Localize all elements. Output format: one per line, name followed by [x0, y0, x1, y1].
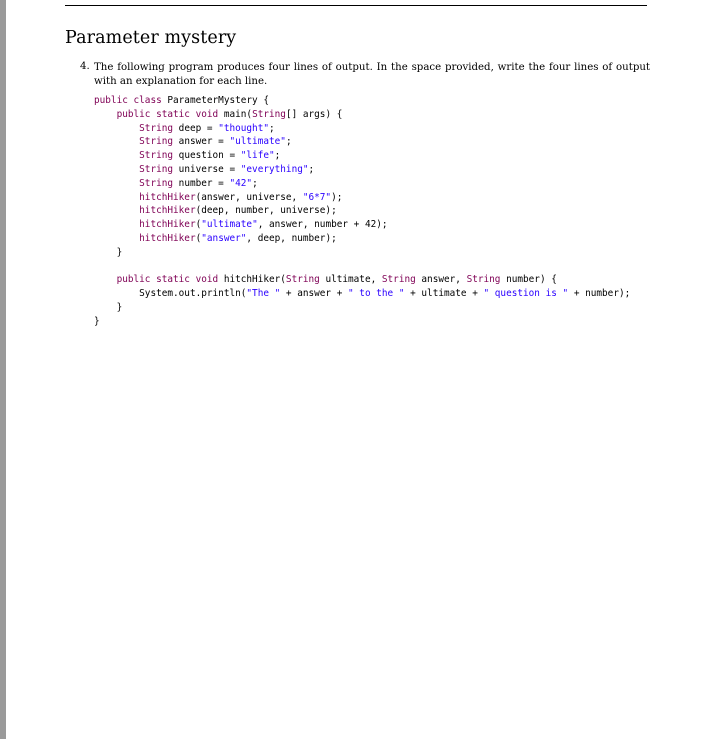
code-token: main( [223, 108, 253, 120]
code-token: deep = [178, 122, 219, 134]
code-line [94, 122, 630, 136]
code-line [94, 163, 630, 177]
code-token: "6*7" [302, 191, 332, 203]
code-token: + number); [568, 288, 631, 300]
code-token: ; [308, 163, 315, 175]
code-token: + ultimate + [404, 288, 484, 300]
code-token: String [285, 274, 326, 286]
code-token: ( [195, 219, 202, 231]
code-token: ( [195, 232, 202, 244]
code-token: ; [269, 122, 275, 134]
code-token: hitchHiker( [223, 274, 286, 286]
code-token: question = [178, 150, 241, 162]
code-token: String [139, 122, 179, 134]
code-token: ; [274, 150, 281, 162]
code-token: } [116, 301, 123, 313]
code-line [94, 94, 630, 108]
code-token: public static void [116, 108, 224, 120]
code-token: "thought" [218, 122, 269, 134]
code-token: number = [178, 177, 230, 189]
code-line [94, 177, 630, 191]
code-token: hitchHiker [139, 219, 196, 231]
header-rule [65, 5, 647, 6]
code-line [94, 260, 630, 274]
code-token: + answer + [280, 288, 349, 300]
code-line [94, 246, 630, 260]
code-token: number) { [506, 274, 557, 286]
code-token: public class [94, 95, 168, 106]
code-token: String [466, 274, 507, 286]
code-token: String [139, 177, 179, 189]
code-token: "The " [246, 288, 281, 300]
code-line [94, 135, 630, 149]
code-token: (answer, universe, [195, 191, 303, 203]
code-token: ParameterMystery { [167, 95, 269, 106]
code-token: ); [331, 191, 343, 203]
code-token: [] args) { [285, 108, 343, 120]
code-token: " to the " [348, 288, 405, 300]
code-token: String [139, 136, 179, 148]
code-line [94, 218, 630, 232]
code-listing [94, 94, 630, 329]
code-line [94, 287, 630, 301]
code-token: " question is " [483, 288, 569, 300]
code-token: } [94, 315, 100, 327]
code-token: ultimate, [325, 274, 382, 286]
code-token: "ultimate" [229, 136, 286, 148]
code-token: "answer" [201, 232, 247, 244]
code-token: } [116, 246, 123, 258]
code-token: String [139, 163, 179, 175]
code-line [94, 191, 630, 205]
code-token: ; [285, 136, 292, 148]
code-line [94, 108, 630, 122]
code-token: hitchHiker [139, 205, 196, 217]
code-line [94, 204, 630, 218]
code-token: , deep, number); [246, 232, 337, 244]
code-token: public static void [116, 274, 224, 286]
code-line [94, 232, 630, 246]
code-token: "42" [229, 177, 253, 189]
code-line [94, 273, 630, 287]
code-token: answer = [178, 136, 230, 148]
code-line [94, 315, 630, 329]
code-token: "life" [240, 150, 275, 162]
code-token: (deep, number, universe); [195, 205, 337, 217]
problem-statement: The following program produces four lines of output. In the space provided, write the four lines of output with an explanation for each line. [94, 62, 650, 87]
code-line [94, 149, 630, 163]
code-token: hitchHiker [139, 232, 196, 244]
code-token: universe = [178, 163, 241, 175]
code-token: System.out.println( [139, 288, 247, 300]
problem-number: 4. [80, 61, 90, 72]
code-token: ; [252, 177, 258, 189]
code-line [94, 301, 630, 315]
document-page [6, 0, 708, 739]
code-token: "everything" [240, 163, 309, 175]
section-title: Parameter mystery [65, 28, 237, 48]
code-token: answer, [421, 274, 467, 286]
code-token: , answer, number + 42); [257, 219, 388, 231]
code-token: String [252, 108, 286, 120]
code-token: "ultimate" [201, 219, 258, 231]
code-token: String [381, 274, 422, 286]
code-token: hitchHiker [139, 191, 196, 203]
code-token: String [139, 150, 179, 162]
